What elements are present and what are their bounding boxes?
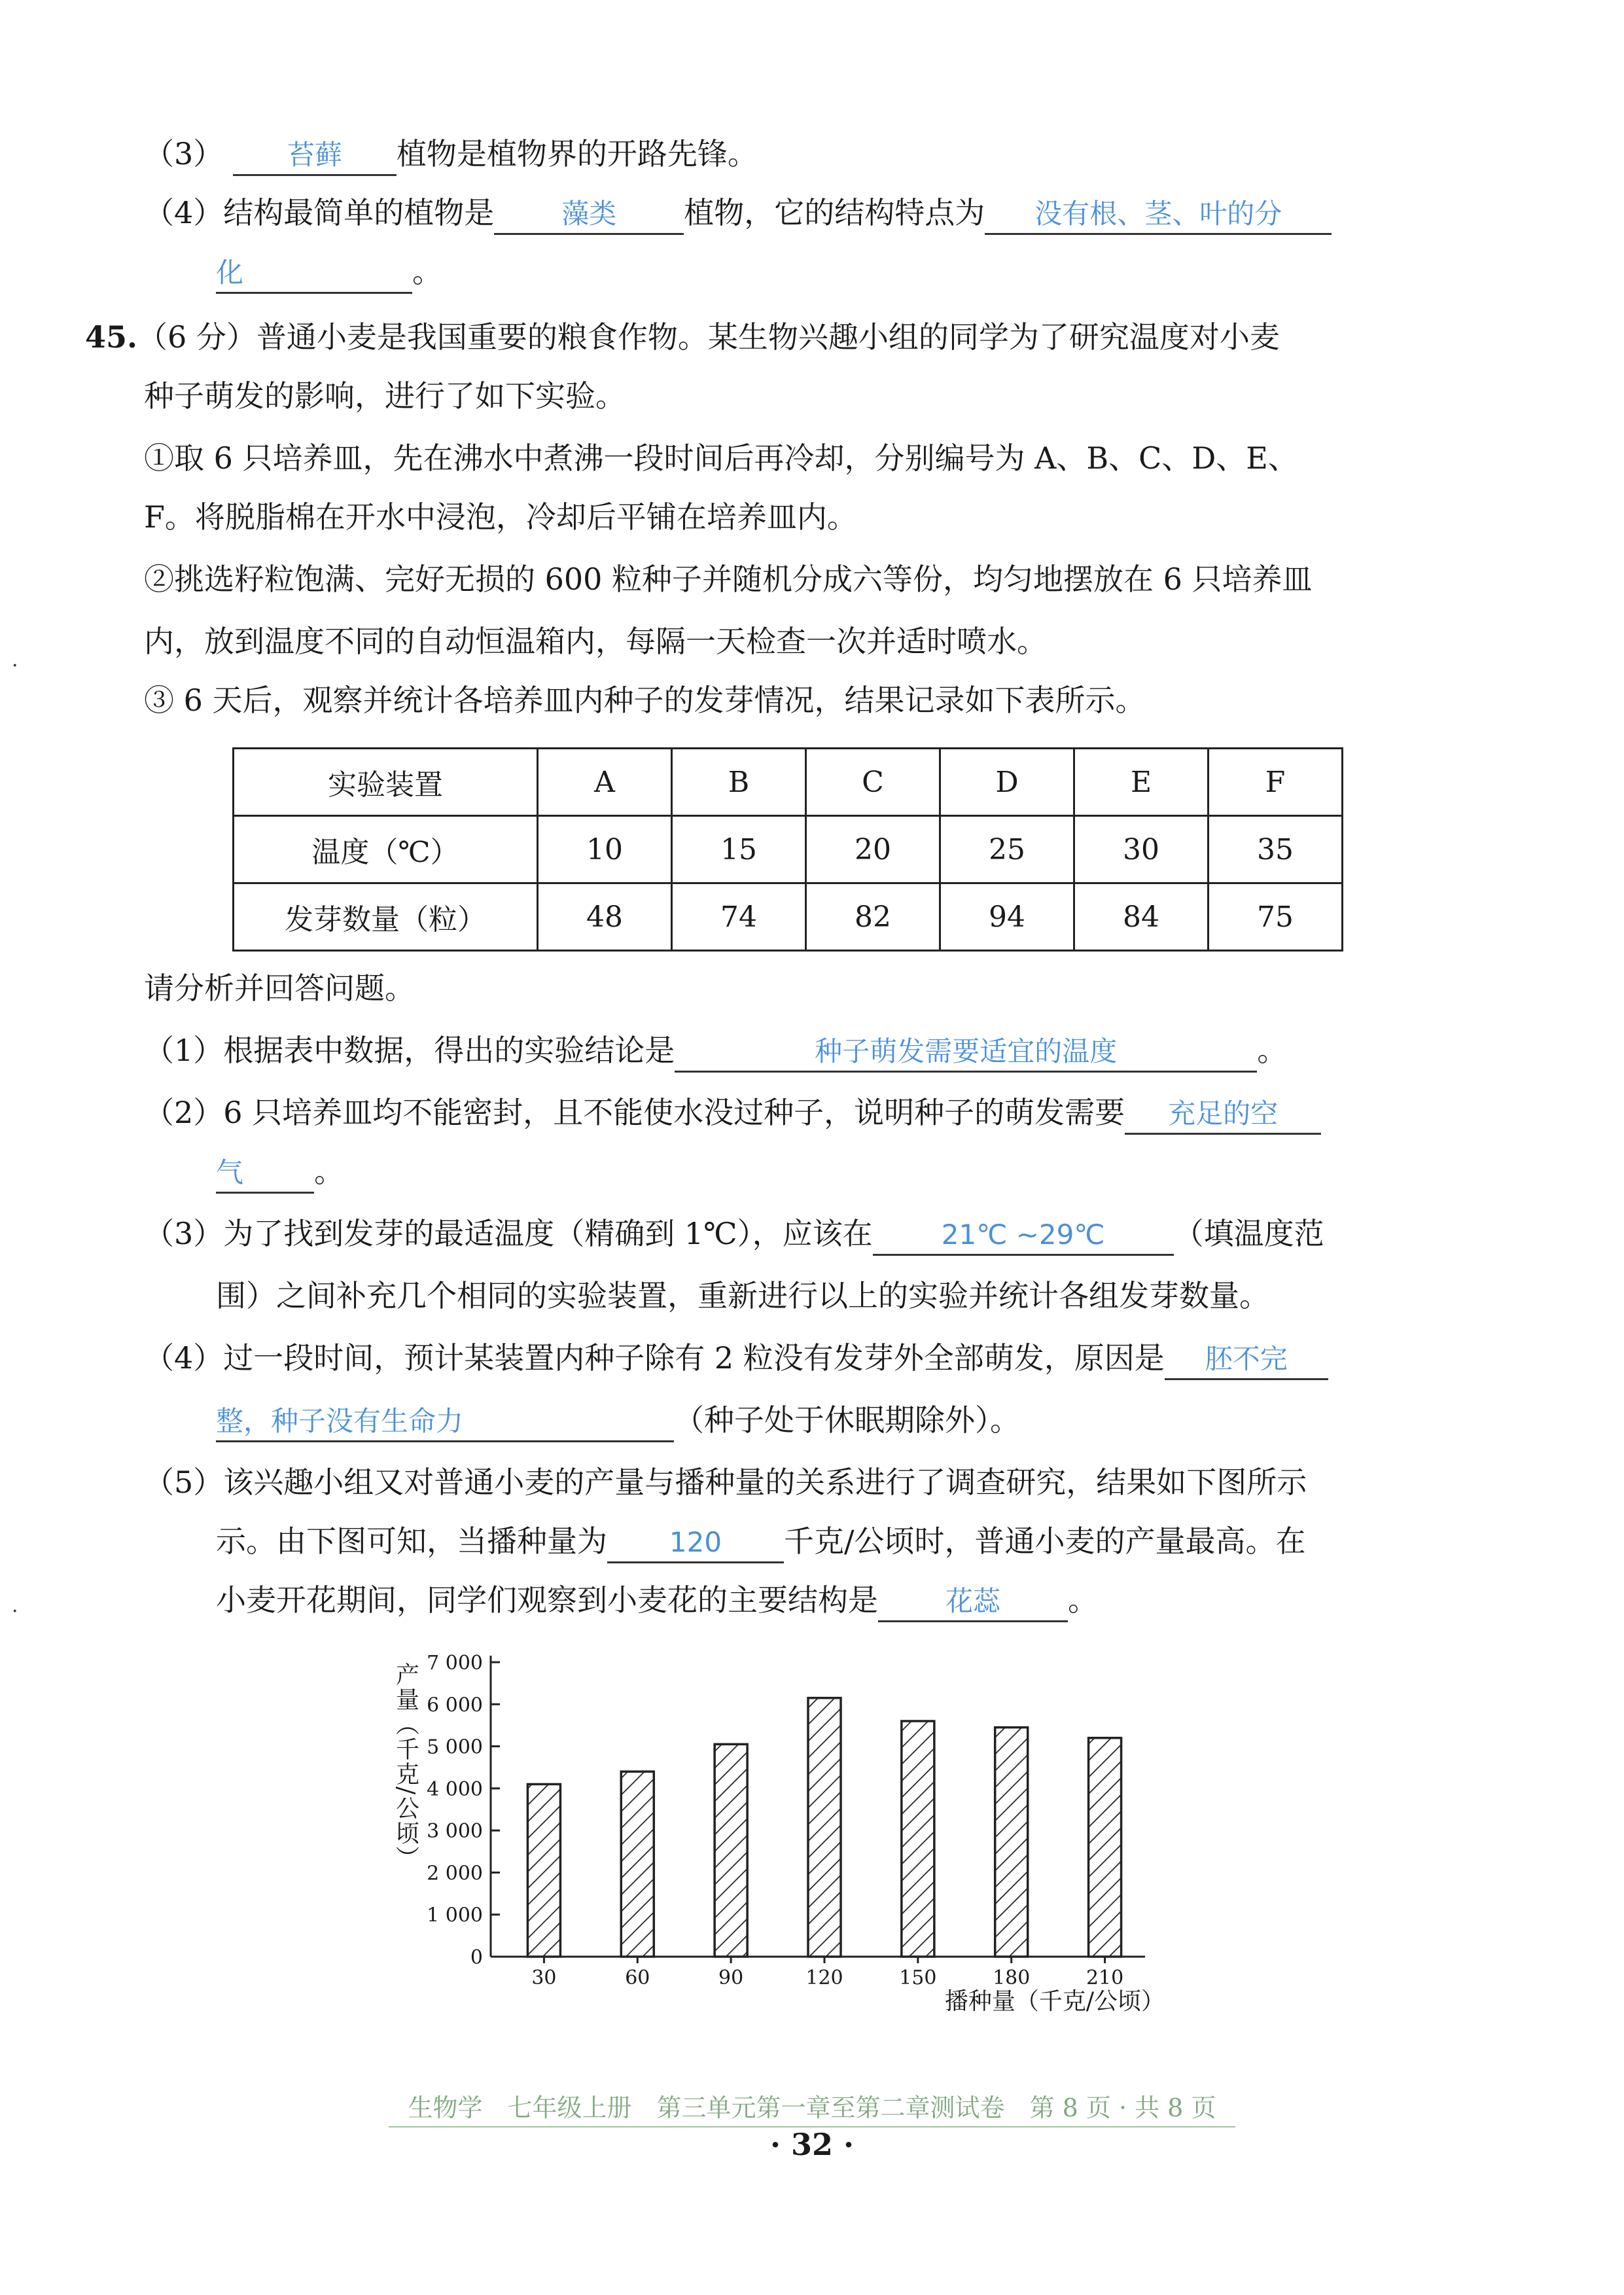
- q45-sub2: （2）6 只培养皿均不能密封，且不能使水没过种子，说明种子的萌发需要 充足的空: [144, 1093, 1321, 1135]
- answer-blank[interactable]: 化: [216, 254, 412, 294]
- table-cell: 20: [806, 816, 940, 883]
- table-cell: F: [1209, 749, 1343, 816]
- q44-part4-cont: 化 。: [216, 252, 442, 294]
- table-cell: 35: [1209, 816, 1343, 883]
- q45-step1-cont: F。将脱脂棉在开水中浸泡，冷却后平铺在培养皿内。: [144, 499, 857, 535]
- bar: [715, 1744, 747, 1957]
- table-cell: A: [538, 749, 672, 816]
- table-cell: 10: [538, 816, 672, 883]
- q45-sub5: （5）该兴趣小组又对普通小麦的产量与播种量的关系进行了调查研究，结果如下图所示: [144, 1465, 1307, 1500]
- margin-mark: ·: [12, 1600, 18, 1623]
- answer-blank[interactable]: 整，种子没有生命力: [216, 1402, 674, 1442]
- table-cell: 84: [1074, 883, 1209, 951]
- answer-blank[interactable]: 充足的空: [1125, 1095, 1321, 1135]
- x-tick-label: 90: [718, 1966, 744, 1989]
- x-tick-label: 150: [899, 1966, 937, 1989]
- y-axis-label: 产量（千克/公顷）: [392, 1662, 419, 1871]
- bar: [902, 1721, 934, 1957]
- table-cell: 82: [806, 883, 940, 951]
- margin-mark: ·: [12, 654, 18, 677]
- y-tick-label: 7 000: [427, 1652, 483, 1675]
- q45-sub3-cont: 围）之间补充几个相同的实验装置，重新进行以上的实验并统计各组发芽数量。: [216, 1278, 1269, 1313]
- row-header: 发芽数量（粒）: [234, 883, 538, 951]
- answer-blank[interactable]: 没有根、茎、叶的分: [985, 195, 1332, 235]
- experiment-table: [232, 747, 1343, 952]
- x-tick-label: 120: [805, 1966, 843, 1989]
- q45-sub4: （4）过一段时间，预计某装置内种子除有 2 粒没有发芽外全部萌发，原因是 胚不完: [144, 1338, 1328, 1380]
- table-cell: 30: [1074, 816, 1209, 883]
- table-cell: 74: [672, 883, 806, 951]
- q45-step2: ②挑选籽粒饱满、完好无损的 600 粒种子并随机分成六等份，均匀地摆放在 6 只培养皿: [144, 561, 1313, 597]
- table-cell: 15: [672, 816, 806, 883]
- table-cell: 75: [1209, 883, 1343, 951]
- y-tick-label: 5 000: [427, 1735, 483, 1759]
- table-row: [234, 749, 1343, 816]
- table-cell: 25: [940, 816, 1074, 883]
- y-tick-label: 2 000: [427, 1862, 483, 1885]
- answer-blank[interactable]: 气: [216, 1154, 314, 1194]
- answer-blank[interactable]: 藻类: [494, 195, 684, 235]
- table-cell: D: [940, 749, 1074, 816]
- bar: [621, 1771, 654, 1957]
- q45-intro-cont: 种子萌发的影响，进行了如下实验。: [144, 378, 626, 414]
- bar: [527, 1784, 560, 1957]
- table-row: [234, 816, 1343, 883]
- q45-intro: 45.（6 分）普通小麦是我国重要的粮食作物。某生物兴趣小组的同学为了研究温度对小麦: [85, 319, 1280, 355]
- y-tick-label: 6 000: [427, 1694, 483, 1717]
- answer-blank[interactable]: 21℃ ~29℃: [873, 1216, 1174, 1256]
- x-tick-label: 210: [1086, 1966, 1124, 1989]
- table-cell: E: [1074, 749, 1209, 816]
- answer-blank[interactable]: 花蕊: [878, 1582, 1068, 1622]
- q45-step3: ③ 6 天后，观察并统计各培养皿内种子的发芽情况，结果记录如下表所示。: [144, 683, 1146, 718]
- y-tick-label: 0: [470, 1946, 483, 1969]
- q45-sub3: （3）为了找到发芽的最适温度（精确到 1℃），应该在 21℃ ~29℃ （填温度范: [144, 1214, 1324, 1256]
- answer-blank[interactable]: 种子萌发需要适宜的温度: [675, 1033, 1257, 1073]
- q45-sub4-cont: 整，种子没有生命力 （种子处于休眠期除外）。: [216, 1400, 1020, 1442]
- bar: [808, 1698, 841, 1957]
- q45-ask: 请分析并回答问题。: [144, 970, 415, 1006]
- answer-blank[interactable]: 苔藓: [233, 136, 397, 176]
- table-cell: C: [806, 749, 940, 816]
- page-footer: 生物学 七年级上册 第三单元第一章至第二章测试卷 第 8 页 · 共 8 页: [0, 2088, 1624, 2124]
- q45-sub5-cont1: 示。由下图可知，当播种量为 120 千克/公顷时，普通小麦的产量最高。在: [216, 1521, 1306, 1563]
- page-number: · 32 ·: [769, 2127, 855, 2162]
- q45-sub1: （1）根据表中数据，得出的实验结论是 种子萌发需要适宜的温度 。: [144, 1031, 1287, 1073]
- q44-part4: （4）结构最简单的植物是 藻类 植物，它的结构特点为 没有根、茎、叶的分: [144, 193, 1332, 235]
- q45-step2-cont: 内，放到温度不同的自动恒温箱内，每隔一天检查一次并适时喷水。: [144, 624, 1047, 659]
- y-tick-label: 3 000: [427, 1820, 483, 1843]
- q45-step1: ①取 6 只培养皿，先在沸水中煮沸一段时间后再冷却，分别编号为 A、B、C、D、E、: [144, 440, 1298, 476]
- x-axis-label: 播种量（千克/公顷）: [944, 1988, 1165, 2015]
- q44-part3: （3） 苔藓 植物是植物界的开路先锋。: [144, 134, 758, 176]
- seeding-yield-bar-chart: [366, 1649, 1217, 2022]
- answer-blank[interactable]: 胚不完: [1165, 1340, 1328, 1380]
- answer-blank[interactable]: 120: [607, 1523, 784, 1563]
- y-tick-label: 4 000: [427, 1777, 483, 1801]
- q45-sub5-cont2: 小麦开花期间，同学们观察到小麦花的主要结构是 花蕊 。: [216, 1580, 1098, 1622]
- table-row: [234, 883, 1343, 951]
- table-cell: B: [672, 749, 806, 816]
- x-tick-label: 180: [993, 1966, 1031, 1989]
- table-cell: 94: [940, 883, 1074, 951]
- y-tick-label: 1 000: [427, 1904, 483, 1927]
- row-header: 温度（℃）: [234, 816, 538, 883]
- bar: [1089, 1738, 1121, 1957]
- bar: [995, 1728, 1028, 1957]
- table-cell: 48: [538, 883, 672, 951]
- row-header: 实验装置: [234, 749, 538, 816]
- q45-sub2-cont: 气 。: [216, 1152, 344, 1194]
- x-tick-label: 60: [625, 1966, 650, 1989]
- x-tick-label: 30: [531, 1966, 557, 1989]
